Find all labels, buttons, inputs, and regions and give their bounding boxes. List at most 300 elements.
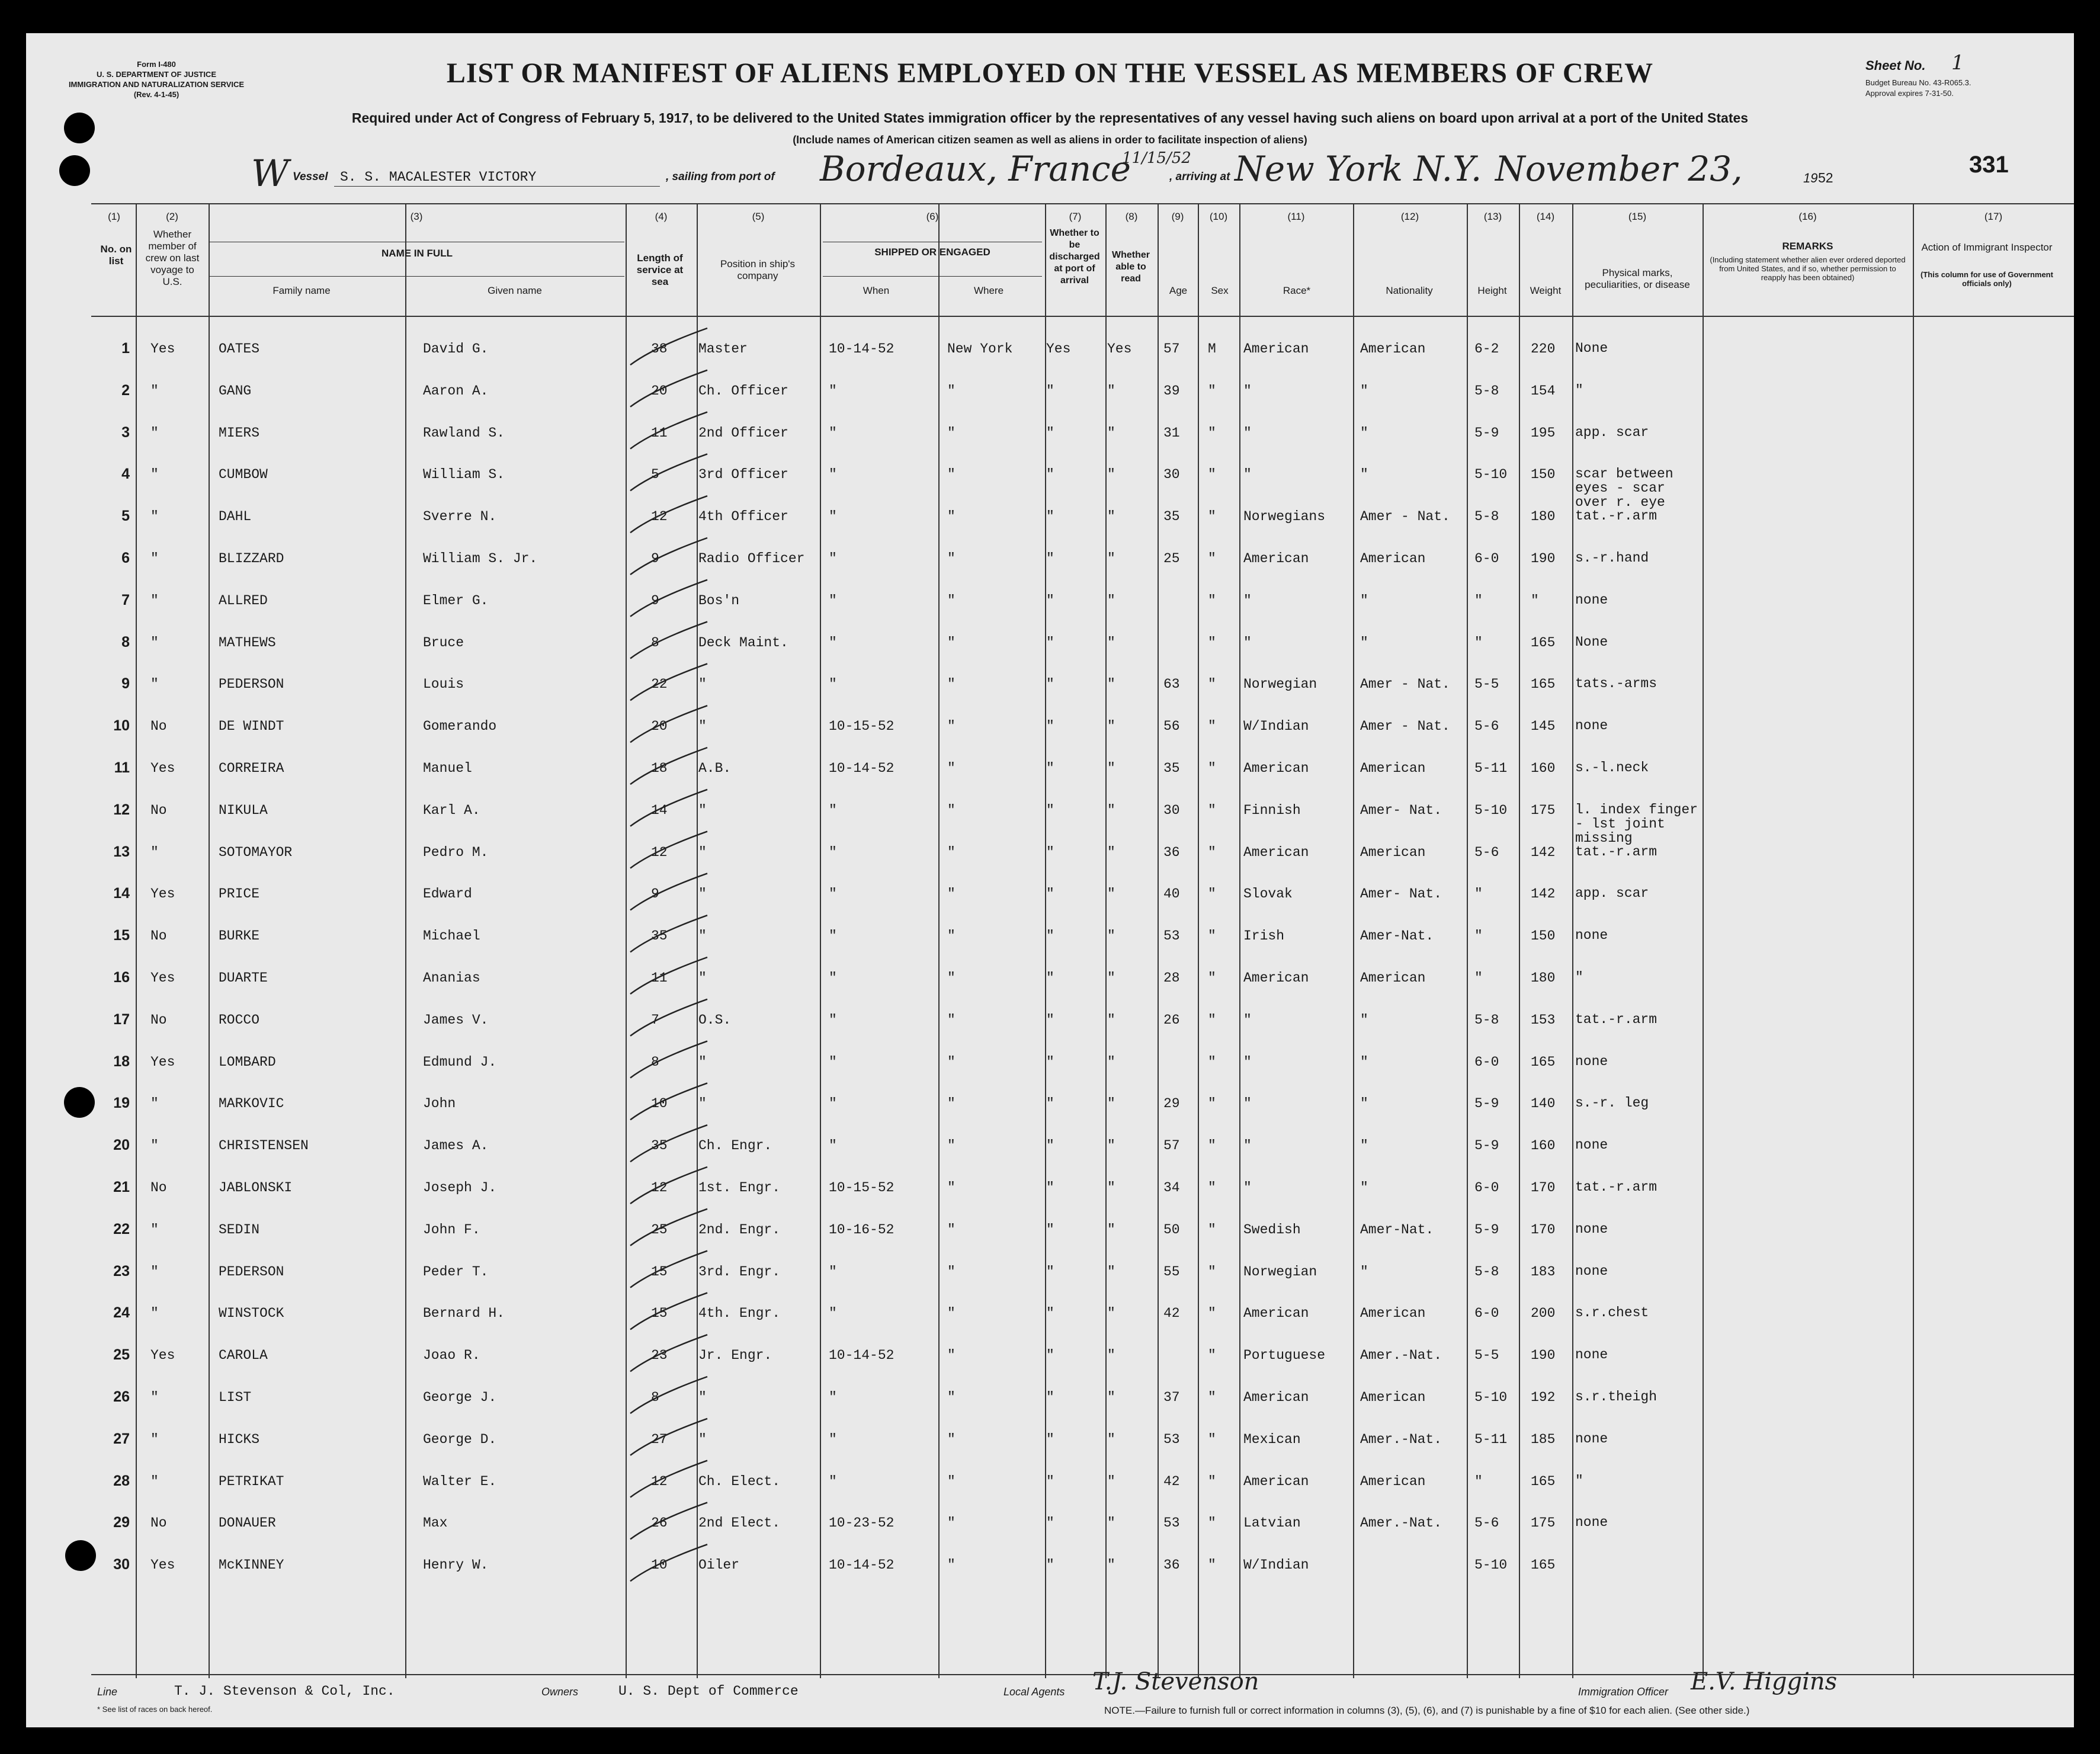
row-number: 14 [113, 885, 130, 902]
col-family: OATES [219, 341, 260, 357]
col-weight: 180 [1531, 970, 1556, 986]
col-prev: " [150, 383, 159, 399]
col-race: Latvian [1243, 1515, 1301, 1531]
column-rule [1467, 203, 1468, 1678]
col-discharged: " [1046, 1054, 1054, 1070]
col-height: 5-10 [1474, 1557, 1508, 1573]
col-prev: Yes [150, 970, 175, 986]
col-discharged: " [1046, 1221, 1054, 1237]
col-sex: " [1208, 1138, 1216, 1154]
col-height: 5-9 [1474, 1138, 1499, 1154]
col-read: " [1107, 1221, 1115, 1237]
col-given: David G. [423, 341, 489, 357]
col-family: CORREIRA [219, 761, 284, 776]
col-age: 53 [1163, 1431, 1180, 1447]
col-prev: " [150, 1264, 159, 1280]
col-family: MATHEWS [219, 634, 276, 650]
col-height: 6-0 [1474, 1054, 1499, 1070]
col-weight: 183 [1531, 1264, 1556, 1280]
col-position: " [698, 844, 707, 860]
col-family: DONAUER [219, 1515, 276, 1531]
col-prev: Yes [150, 1348, 175, 1364]
punch-hole [65, 1540, 96, 1571]
col-marks: None [1575, 634, 1608, 650]
col-marks: tat.-r.arm [1575, 844, 1657, 860]
column-number: (13) [1483, 211, 1502, 222]
footer-agents-label: Local Agents [1003, 1686, 1065, 1698]
col-service: 23 [651, 1348, 668, 1364]
col-service: 14 [651, 802, 668, 818]
col-header-weight: Weight [1530, 285, 1562, 296]
col-discharged: " [1046, 1012, 1054, 1028]
port-from: Bordeaux, France [820, 149, 1131, 189]
col-race: " [1243, 383, 1252, 399]
col-race: Norwegian [1243, 1264, 1317, 1280]
col-nationality: " [1360, 1138, 1368, 1154]
col-sex: " [1208, 1221, 1216, 1237]
col-read: " [1107, 1348, 1115, 1364]
col-given: Bruce [423, 634, 464, 650]
col-sex: " [1208, 1557, 1216, 1573]
col-where: " [947, 802, 956, 818]
col-where: " [947, 1138, 956, 1154]
form-rev: (Rev. 4-1-45) [133, 90, 179, 99]
column-number: (9) [1171, 211, 1184, 222]
col-discharged: " [1046, 1473, 1054, 1489]
col-marks: s.-l.neck [1575, 760, 1649, 775]
col-read: " [1107, 1180, 1115, 1195]
col-sex: " [1208, 928, 1216, 944]
col-when: " [829, 676, 837, 692]
check-stroke [630, 999, 707, 1036]
col-position: Jr. Engr. [698, 1348, 772, 1364]
col-prev: No [150, 719, 167, 735]
col-service: 12 [651, 509, 668, 525]
col-nationality: American [1360, 341, 1426, 357]
col-given: Louis [423, 676, 464, 692]
col-marks: s.-r. leg [1575, 1095, 1649, 1111]
column-number: (16) [1798, 211, 1817, 222]
column-rule [1198, 203, 1199, 1678]
col-height: 5-5 [1474, 1348, 1499, 1364]
col-discharged: " [1046, 719, 1054, 735]
col-nationality: American [1360, 1306, 1426, 1322]
col-where: " [947, 1515, 956, 1531]
check-stroke [630, 328, 707, 365]
col-age: 35 [1163, 509, 1180, 525]
col-height: " [1474, 928, 1483, 944]
col-where: " [947, 1473, 956, 1489]
col-weight: 192 [1531, 1390, 1556, 1405]
col-family: DAHL [219, 509, 252, 525]
row-number: 20 [113, 1137, 130, 1154]
check-stroke [630, 580, 707, 617]
row-number: 11 [114, 759, 130, 776]
check-stroke [630, 1293, 707, 1329]
col-marks: tat.-r.arm [1575, 1179, 1657, 1195]
column-rule [1519, 203, 1520, 1678]
col-where: " [947, 509, 956, 525]
col-prev: No [150, 1515, 167, 1531]
col-age: 25 [1163, 551, 1180, 566]
col-where: " [947, 1390, 956, 1405]
col-prev: " [150, 634, 159, 650]
col-age: 36 [1163, 1557, 1180, 1573]
check-stroke [630, 370, 707, 407]
col-marks: none [1575, 718, 1608, 734]
col-where: " [947, 1054, 956, 1070]
col-where: " [947, 928, 956, 944]
col-family: PEDERSON [219, 1264, 284, 1280]
col-marks: none [1575, 592, 1608, 608]
col-age: 34 [1163, 1180, 1180, 1195]
check-stroke [630, 832, 707, 868]
col-when: " [829, 551, 837, 566]
col-service: 18 [651, 761, 668, 776]
col-age: 55 [1163, 1264, 1180, 1280]
col-height: " [1474, 592, 1483, 608]
column-rule [938, 203, 940, 1678]
col-header-prev: Whether member of crew on last voyage to U.S. [145, 229, 200, 287]
form-dept: U. S. DEPARTMENT OF JUSTICE [97, 70, 216, 79]
col-read: " [1107, 1264, 1115, 1280]
col-sex: " [1208, 844, 1216, 860]
col-read: " [1107, 1138, 1115, 1154]
col-prev: " [150, 509, 159, 525]
col-read: " [1107, 886, 1115, 902]
col-height: 5-9 [1474, 425, 1499, 441]
row-number: 5 [121, 508, 130, 525]
col-position: " [698, 928, 707, 944]
col-discharged: " [1046, 928, 1054, 944]
col-where: " [947, 634, 956, 650]
col-nationality: " [1360, 1096, 1368, 1112]
col-where: " [947, 1096, 956, 1112]
col-marks: " [1575, 1473, 1583, 1489]
col-header-age: Age [1169, 285, 1188, 296]
col-race: " [1243, 1138, 1252, 1154]
col-sex: " [1208, 551, 1216, 566]
col-where: New York [947, 341, 1013, 357]
col-where: " [947, 592, 956, 608]
year-value: 52 [1818, 170, 1833, 185]
col-marks: tat.-r.arm [1575, 1011, 1657, 1027]
col-height: 5-10 [1474, 1390, 1508, 1405]
port-to: New York N.Y. [1235, 149, 1482, 189]
col-race: American [1243, 1473, 1309, 1489]
row-number: 8 [121, 633, 130, 650]
col-family: SOTOMAYOR [219, 844, 293, 860]
col-discharged: " [1046, 1138, 1054, 1154]
col-when: 10-14-52 [829, 1557, 894, 1573]
row-number: 13 [113, 843, 130, 860]
col-position: 4th Officer [698, 509, 788, 525]
col-discharged: " [1046, 802, 1054, 818]
col-read: " [1107, 592, 1115, 608]
column-number: (6) [926, 211, 939, 222]
col-position: 3rd. Engr. [698, 1264, 781, 1280]
col-sex: " [1208, 970, 1216, 986]
col-nationality: American [1360, 761, 1426, 776]
check-stroke [630, 1251, 707, 1288]
col-height: 5-8 [1474, 1012, 1499, 1028]
col-weight: 195 [1531, 425, 1556, 441]
col-race: American [1243, 1306, 1309, 1322]
col-nationality: American [1360, 970, 1426, 986]
col-service: 9 [651, 886, 659, 902]
col-when: " [829, 383, 837, 399]
col-read: " [1107, 802, 1115, 818]
col-header-shipped: SHIPPED OR ENGAGED [874, 246, 990, 258]
col-race: Slovak [1243, 886, 1293, 902]
col-service: 26 [651, 1515, 668, 1531]
col-discharged: " [1046, 551, 1054, 566]
col-given: George J. [423, 1390, 497, 1405]
col-service: 38 [651, 341, 668, 357]
footer-officer-label: Immigration Officer [1578, 1686, 1669, 1698]
col-sex: " [1208, 1096, 1216, 1112]
col-read: " [1107, 551, 1115, 566]
check-stroke [630, 1209, 707, 1246]
col-position: " [698, 802, 707, 818]
col-position: Ch. Elect. [698, 1473, 781, 1489]
col-family: HICKS [219, 1431, 260, 1447]
check-stroke [630, 1419, 707, 1455]
col-position: 3rd Officer [698, 467, 788, 483]
year-prefix: 19 [1803, 171, 1818, 185]
col-height: " [1474, 1473, 1483, 1489]
check-stroke [630, 496, 707, 533]
col-header-given: Given name [488, 285, 542, 296]
col-read: " [1107, 634, 1115, 650]
col-height: 5-11 [1474, 1431, 1508, 1447]
col-read: " [1107, 761, 1115, 776]
col-where: " [947, 383, 956, 399]
col-marks: " [1575, 382, 1583, 398]
col-read: " [1107, 1306, 1115, 1322]
check-stroke [630, 1544, 707, 1581]
column-rule [209, 203, 210, 1678]
col-nationality: Amer-Nat. [1360, 1221, 1434, 1237]
col-age: 36 [1163, 844, 1180, 860]
vessel-label: Vessel [293, 171, 328, 183]
col-position: 2nd Elect. [698, 1515, 781, 1531]
col-read: " [1107, 1390, 1115, 1405]
col-discharged: " [1046, 1180, 1054, 1195]
col-header-position: Position in ship's company [720, 258, 796, 281]
column-rule [1158, 203, 1159, 1678]
col-age: 53 [1163, 928, 1180, 944]
col-when: " [829, 1096, 837, 1112]
col-marks: app. scar [1575, 886, 1649, 902]
col-height: 5-5 [1474, 676, 1499, 692]
col-when: " [829, 1431, 837, 1447]
column-number: (14) [1536, 211, 1555, 222]
col-nationality: Amer - Nat. [1360, 509, 1450, 525]
col-race: " [1243, 425, 1252, 441]
col-race: " [1243, 1096, 1252, 1112]
footer-owners-label: Owners [541, 1686, 579, 1698]
col-service: 22 [651, 676, 668, 692]
column-number: (4) [655, 211, 668, 222]
col-prev: " [150, 1473, 159, 1489]
col-prev: " [150, 592, 159, 608]
manifest-sheet [26, 33, 2074, 1727]
check-stroke [630, 790, 707, 826]
col-nationality: Amer.-Nat. [1360, 1515, 1442, 1531]
col-sex: " [1208, 1054, 1216, 1070]
col-read: " [1107, 970, 1115, 986]
col-marks: scar between eyes - scar over r. eye [1575, 466, 1673, 511]
column-rule [405, 203, 406, 1678]
col-when: " [829, 592, 837, 608]
col-family: PETRIKAT [219, 1473, 284, 1489]
col-family: McKINNEY [219, 1557, 284, 1573]
col-nationality: American [1360, 551, 1426, 566]
col-family: MARKOVIC [219, 1096, 284, 1112]
col-where: " [947, 970, 956, 986]
col-prev: No [150, 802, 167, 818]
row-number: 15 [113, 927, 130, 944]
col-weight: 142 [1531, 844, 1556, 860]
col-sex: " [1208, 1180, 1216, 1195]
approval-note: Approval expires 7-31-50. [1865, 89, 1954, 98]
col-nationality: " [1360, 467, 1368, 483]
col-weight: 160 [1531, 761, 1556, 776]
col-discharged: " [1046, 886, 1054, 902]
col-weight: 145 [1531, 719, 1556, 735]
column-rule [1105, 203, 1107, 1678]
check-stroke [630, 622, 707, 659]
check-stroke [630, 706, 707, 742]
col-position: 2nd. Engr. [698, 1221, 781, 1237]
col-nationality: Amer.-Nat. [1360, 1348, 1442, 1364]
col-race: Portuguese [1243, 1348, 1326, 1364]
col-read: Yes [1107, 341, 1132, 357]
col-where: " [947, 676, 956, 692]
col-height: " [1474, 634, 1483, 650]
col-when: " [829, 1306, 837, 1322]
row-number: 27 [113, 1430, 130, 1447]
col-race: " [1243, 467, 1252, 483]
column-rule [1703, 203, 1704, 1678]
row-number: 10 [113, 717, 130, 735]
col-position: 4th. Engr. [698, 1306, 781, 1322]
col-header-nationality: Nationality [1386, 285, 1433, 296]
footer-note: NOTE.—Failure to furnish full or correct information in columns (3), (5), (6), and (7) is punishable by a fine of $10 for each alien. (See other side.) [1104, 1705, 1750, 1716]
col-read: " [1107, 1515, 1115, 1531]
footer-officer-signature: E.V. Higgins [1691, 1668, 1838, 1695]
col-marks: s.-r.hand [1575, 550, 1649, 566]
col-family: LOMBARD [219, 1054, 276, 1070]
col-race: " [1243, 1012, 1252, 1028]
col-weight: 190 [1531, 1348, 1556, 1364]
col-read: " [1107, 383, 1115, 399]
col-height: " [1474, 886, 1483, 902]
col-given: Karl A. [423, 802, 480, 818]
col-weight: 160 [1531, 1138, 1556, 1154]
col-discharged: " [1046, 425, 1054, 441]
col-when: " [829, 467, 837, 483]
col-weight: 140 [1531, 1096, 1556, 1112]
col-age: 30 [1163, 467, 1180, 483]
col-height: 6-0 [1474, 1306, 1499, 1322]
col-sex: " [1208, 592, 1216, 608]
col-nationality: " [1360, 425, 1368, 441]
col-position: O.S. [698, 1012, 732, 1028]
col-service: 15 [651, 1306, 668, 1322]
col-height: 5-6 [1474, 844, 1499, 860]
budget-note: Budget Bureau No. 43-R065.3. [1865, 78, 1971, 87]
col-position: Ch. Engr. [698, 1138, 772, 1154]
col-race: American [1243, 341, 1309, 357]
col-header-no: No. on list [100, 243, 132, 267]
punch-hole [59, 155, 90, 186]
col-marks: none [1575, 1263, 1608, 1279]
col-family: BLIZZARD [219, 551, 284, 566]
col-where: " [947, 1180, 956, 1195]
col-race: Swedish [1243, 1221, 1301, 1237]
col-discharged: " [1046, 1264, 1054, 1280]
col-family: PEDERSON [219, 676, 284, 692]
col-position: " [698, 1096, 707, 1112]
row-number: 4 [121, 466, 130, 483]
col-given: Ananias [423, 970, 480, 986]
col-discharged: " [1046, 1390, 1054, 1405]
col-weight: 185 [1531, 1431, 1556, 1447]
col-when: " [829, 802, 837, 818]
col-height: 5-8 [1474, 509, 1499, 525]
col-marks: None [1575, 341, 1608, 356]
column-number: (8) [1125, 211, 1138, 222]
page-subtitle-note: (Include names of American citizen seamen as well as aliens in order to facilitate inspection of aliens) [793, 134, 1307, 146]
col-sex: " [1208, 1515, 1216, 1531]
col-position: " [698, 676, 707, 692]
col-prev: Yes [150, 886, 175, 902]
check-stroke [630, 1083, 707, 1120]
col-discharged: " [1046, 1096, 1054, 1112]
col-weight: 200 [1531, 1306, 1556, 1322]
col-header-family: Family name [272, 285, 331, 296]
col-age: 28 [1163, 970, 1180, 986]
col-prev: " [150, 676, 159, 692]
row-number: 16 [113, 969, 130, 986]
col-position: Bos'n [698, 592, 740, 608]
col-discharged: " [1046, 844, 1054, 860]
row-number: 24 [113, 1304, 130, 1322]
col-discharged: " [1046, 970, 1054, 986]
col-marks: s.r.chest [1575, 1305, 1649, 1321]
col-height: 5-6 [1474, 719, 1499, 735]
col-age: 56 [1163, 719, 1180, 735]
column-number: (7) [1069, 211, 1082, 222]
col-read: " [1107, 844, 1115, 860]
col-read: " [1107, 509, 1115, 525]
col-where: " [947, 425, 956, 441]
col-when: " [829, 886, 837, 902]
col-header-name: NAME IN FULL [381, 248, 453, 259]
page-subtitle: Required under Act of Congress of February 5, 1917, to be delivered to the United States immigration officer by the representatives of any vessel having such aliens on board upon arrival at a port of the United States [351, 110, 1749, 126]
col-family: SEDIN [219, 1221, 260, 1237]
col-discharged: Yes [1046, 341, 1071, 357]
col-where: " [947, 1557, 956, 1573]
col-given: John F. [423, 1221, 480, 1237]
col-prev: Yes [150, 341, 175, 357]
col-when: 10-14-52 [829, 1348, 894, 1364]
col-family: PRICE [219, 886, 260, 902]
column-number: (3) [410, 211, 423, 222]
col-family: ALLRED [219, 592, 268, 608]
